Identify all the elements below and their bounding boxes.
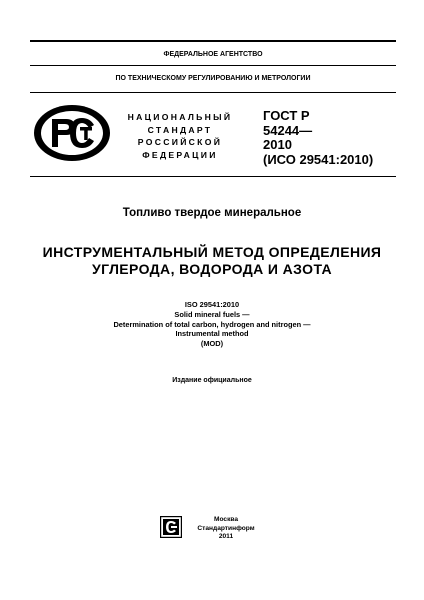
publisher-name: Стандартинформ [197,524,255,532]
designation-line-4: (ИСО 29541:2010) [263,151,374,167]
publisher-year: 2011 [218,533,234,541]
document-title [0,244,424,278]
iso-line-2: Solid mineral fuels — [174,309,250,319]
designation-line-2: 54244— [263,122,313,138]
publisher-city: Москва [213,516,239,523]
document-subtitle: Топливо твердое минеральное [122,207,302,219]
designation-line-1: ГОСТ Р [263,108,310,123]
gost-r-logo-icon [32,103,112,163]
header-separator [30,65,396,66]
edition-label: Издание официальное [172,377,252,384]
standard-type-line-4: ФЕДЕРАЦИИ [142,149,218,160]
publisher-info [186,516,266,542]
title-line-2: УГЛЕРОДА, ВОДОРОДА И АЗОТА [91,261,333,277]
title-line-1: ИНСТРУМЕНТАЛЬНЫЙ МЕТОД ОПРЕДЕЛЕНИЯ [42,244,382,260]
standard-type-line-3: РОССИЙСКОЙ [137,137,223,147]
standard-type-line-2: СТАНДАРТ [147,124,213,135]
iso-line-1: ISO 29541:2010 [184,300,240,309]
iso-line-3: Determination of total carbon, hydrogen and nitrogen — [113,319,311,329]
standard-designation [263,109,373,167]
iso-line-5: (MOD) [200,339,224,349]
designation-bottom-rule [30,176,396,177]
standartinform-logo-icon [160,516,182,538]
iso-line-4: Instrumental method [175,329,249,339]
header-bottom-rule [30,92,396,93]
iso-reference [0,300,424,349]
designation-line-3: 2010 [263,137,292,152]
standard-type-line-1: НАЦИОНАЛЬНЫЙ [127,112,233,122]
agency-line-1: ФЕДЕРАЛЬНОЕ АГЕНТСТВО [163,51,263,58]
national-standard-label [112,111,248,161]
top-rule-thick [30,40,396,42]
agency-line-2: ПО ТЕХНИЧЕСКОМУ РЕГУЛИРОВАНИЮ И МЕТРОЛОГИИ [115,75,311,82]
